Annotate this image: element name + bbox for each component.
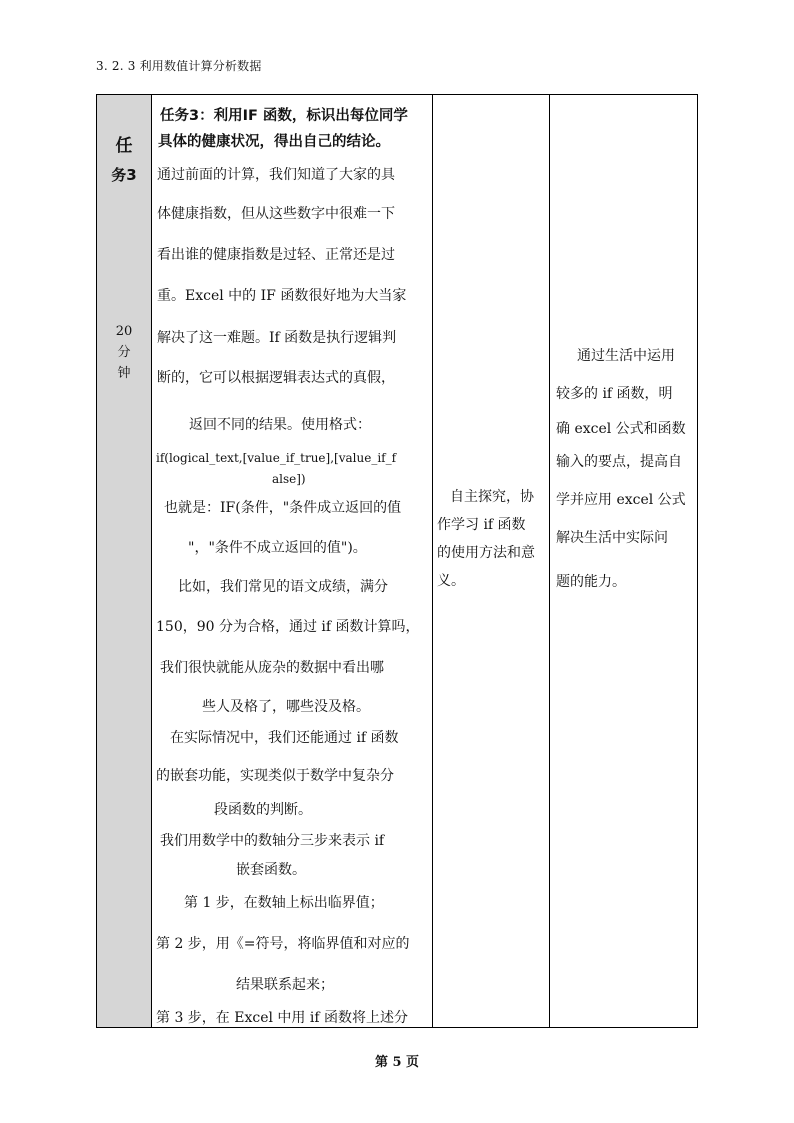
duration: [97, 321, 151, 384]
page-number: 第 5 页: [374, 1055, 420, 1070]
content-line: 看出谁的健康指数是过轻、正常还是过: [157, 247, 395, 263]
content-line: 也就是：IF(条件，"条件成立返回的值: [164, 500, 402, 516]
content-line: 第 3 步，在 Excel 中用 if 函数将上述分: [156, 1010, 408, 1026]
task-title-line-2: 具体的健康状况，得出自己的结论。: [158, 134, 390, 150]
content-line: 的嵌套功能，实现类似于数学中复杂分: [156, 768, 394, 784]
intent-line: 题的能力。: [556, 574, 626, 590]
task-label-line2: 务3: [111, 166, 137, 184]
content-line: 返回不同的结果。使用格式：: [189, 417, 371, 433]
content-line: alse]): [272, 472, 306, 486]
content-line: 重。Excel 中的 IF 函数很好地为大当家: [157, 288, 407, 304]
content-line: 结果联系起来；: [236, 977, 334, 993]
activity-line: 自主探究，协: [450, 489, 534, 505]
activity-line: 义。: [437, 573, 465, 589]
content-line: 150，90 分为合格，通过 if 函数计算吗，: [156, 619, 420, 635]
task-label-line1: 任: [115, 136, 133, 156]
divider-3: [549, 95, 550, 1027]
content-line: 段函数的判断。: [214, 802, 312, 818]
content-line: 解决了这一难题。If 函数是执行逻辑判: [157, 330, 397, 346]
content-line: "，"条件不成立返回的值")。: [188, 540, 367, 556]
content-line: 第 1 步，在数轴上标出临界值；: [184, 895, 384, 911]
content-line: 在实际情况中，我们还能通过 if 函数: [170, 730, 399, 746]
intent-line: 解决生活中实际问: [556, 530, 668, 546]
content-line: 通过前面的计算，我们知道了大家的具: [157, 167, 395, 183]
divider-1: [151, 95, 152, 1027]
activity-line: 作学习 if 函数: [437, 517, 526, 533]
intent-line: 学并应用 excel 公式: [556, 492, 686, 508]
task-title-line-1: 任务3：利用IF 函数，标识出每位同学: [160, 108, 408, 124]
lesson-table: [96, 94, 698, 1028]
content-line: 些人及格了，哪些没及格。: [202, 699, 370, 715]
content-line: 我们很快就能从庞杂的数据中看出哪: [160, 660, 384, 676]
intent-line: 输入的要点，提高自: [556, 454, 682, 470]
content-line: 体健康指数，但从这些数字中很难一下: [157, 206, 395, 222]
content-line: 嵌套函数。: [236, 862, 306, 878]
duration-unit-2: 钟: [117, 366, 131, 381]
duration-number: 20: [115, 324, 133, 339]
content-line: 我们用数学中的数轴分三步来表示 if: [160, 833, 385, 849]
content-line: 比如，我们常见的语文成绩，满分: [178, 579, 388, 595]
divider-2: [432, 95, 433, 1027]
duration-unit-1: 分: [117, 345, 131, 360]
intent-line: 较多的 if 函数，明: [556, 386, 673, 402]
activity-line: 的使用方法和意: [437, 545, 535, 561]
intent-line: 通过生活中运用: [577, 348, 675, 364]
content-line: if(logical_text,[value_if_true],[value_if_f: [156, 451, 397, 465]
content-line: 断的，它可以根据逻辑表达式的真假，: [157, 370, 395, 386]
task-column: [97, 95, 151, 1027]
content-line: 第 2 步，用《=符号，将临界值和对应的: [156, 936, 410, 952]
intent-line: 确 excel 公式和函数: [556, 421, 686, 437]
section-title: 3. 2. 3 利用数值计算分析数据: [96, 59, 262, 73]
